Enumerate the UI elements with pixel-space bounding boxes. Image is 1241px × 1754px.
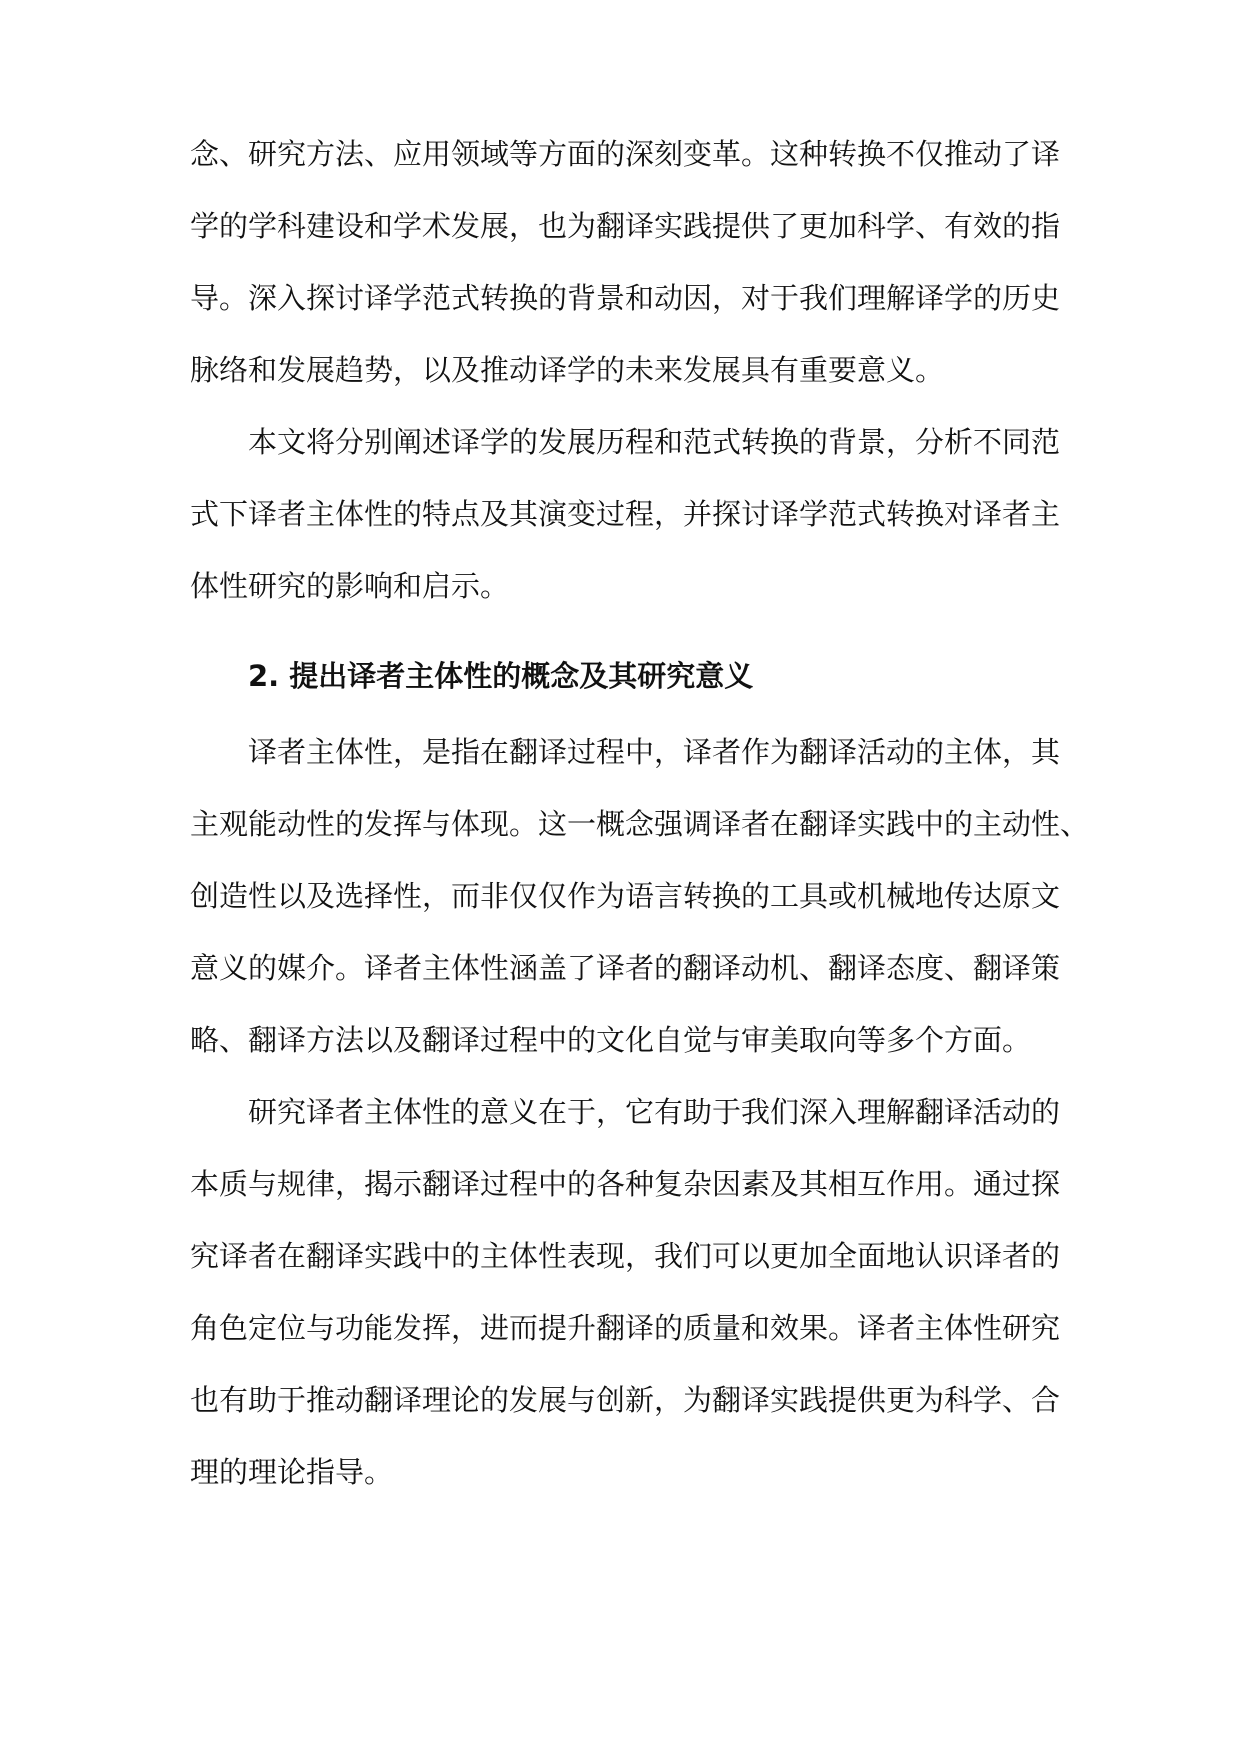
section-heading: 2. 提出译者主体性的概念及其研究意义 (248, 659, 754, 693)
paragraph-1-line-4: 脉络和发展趋势，以及推动译学的未来发展具有重要意义。 (190, 353, 945, 387)
paragraph-4-line-3: 究译者在翻译实践中的主体性表现，我们可以更加全面地认识译者的 (190, 1239, 1061, 1273)
paragraph-1-line-3: 导。深入探讨译学范式转换的背景和动因，对于我们理解译学的历史 (190, 281, 1061, 315)
paragraph-2-line-1: 本文将分别阐述译学的发展历程和范式转换的背景，分析不同范 (248, 425, 1061, 459)
paragraph-4-line-4: 角色定位与功能发挥，进而提升翻译的质量和效果。译者主体性研究 (190, 1311, 1061, 1345)
paragraph-4-line-1: 研究译者主体性的意义在于，它有助于我们深入理解翻译活动的 (248, 1095, 1061, 1129)
paragraph-4-line-5: 也有助于推动翻译理论的发展与创新，为翻译实践提供更为科学、合 (190, 1383, 1061, 1417)
paragraph-2-line-3: 体性研究的影响和启示。 (190, 569, 510, 603)
paragraph-4-line-2: 本质与规律，揭示翻译过程中的各种复杂因素及其相互作用。通过探 (190, 1167, 1061, 1201)
paragraph-3-line-5: 略、翻译方法以及翻译过程中的文化自觉与审美取向等多个方面。 (190, 1023, 1032, 1057)
paragraph-3-line-1: 译者主体性，是指在翻译过程中，译者作为翻译活动的主体，其 (248, 735, 1061, 769)
paragraph-3-line-3: 创造性以及选择性，而非仅仅作为语言转换的工具或机械地传达原文 (190, 879, 1061, 913)
paragraph-4-line-6: 理的理论指导。 (190, 1455, 394, 1489)
paragraph-1-line-1: 念、研究方法、应用领域等方面的深刻变革。这种转换不仅推动了译 (190, 137, 1061, 171)
paragraph-1-line-2: 学的学科建设和学术发展，也为翻译实践提供了更加科学、有效的指 (190, 209, 1061, 243)
paragraph-3-line-4: 意义的媒介。译者主体性涵盖了译者的翻译动机、翻译态度、翻译策 (190, 951, 1061, 985)
paragraph-3-line-2: 主观能动性的发挥与体现。这一概念强调译者在翻译实践中的主动性、 (190, 807, 1090, 841)
paragraph-2-line-2: 式下译者主体性的特点及其演变过程，并探讨译学范式转换对译者主 (190, 497, 1061, 531)
